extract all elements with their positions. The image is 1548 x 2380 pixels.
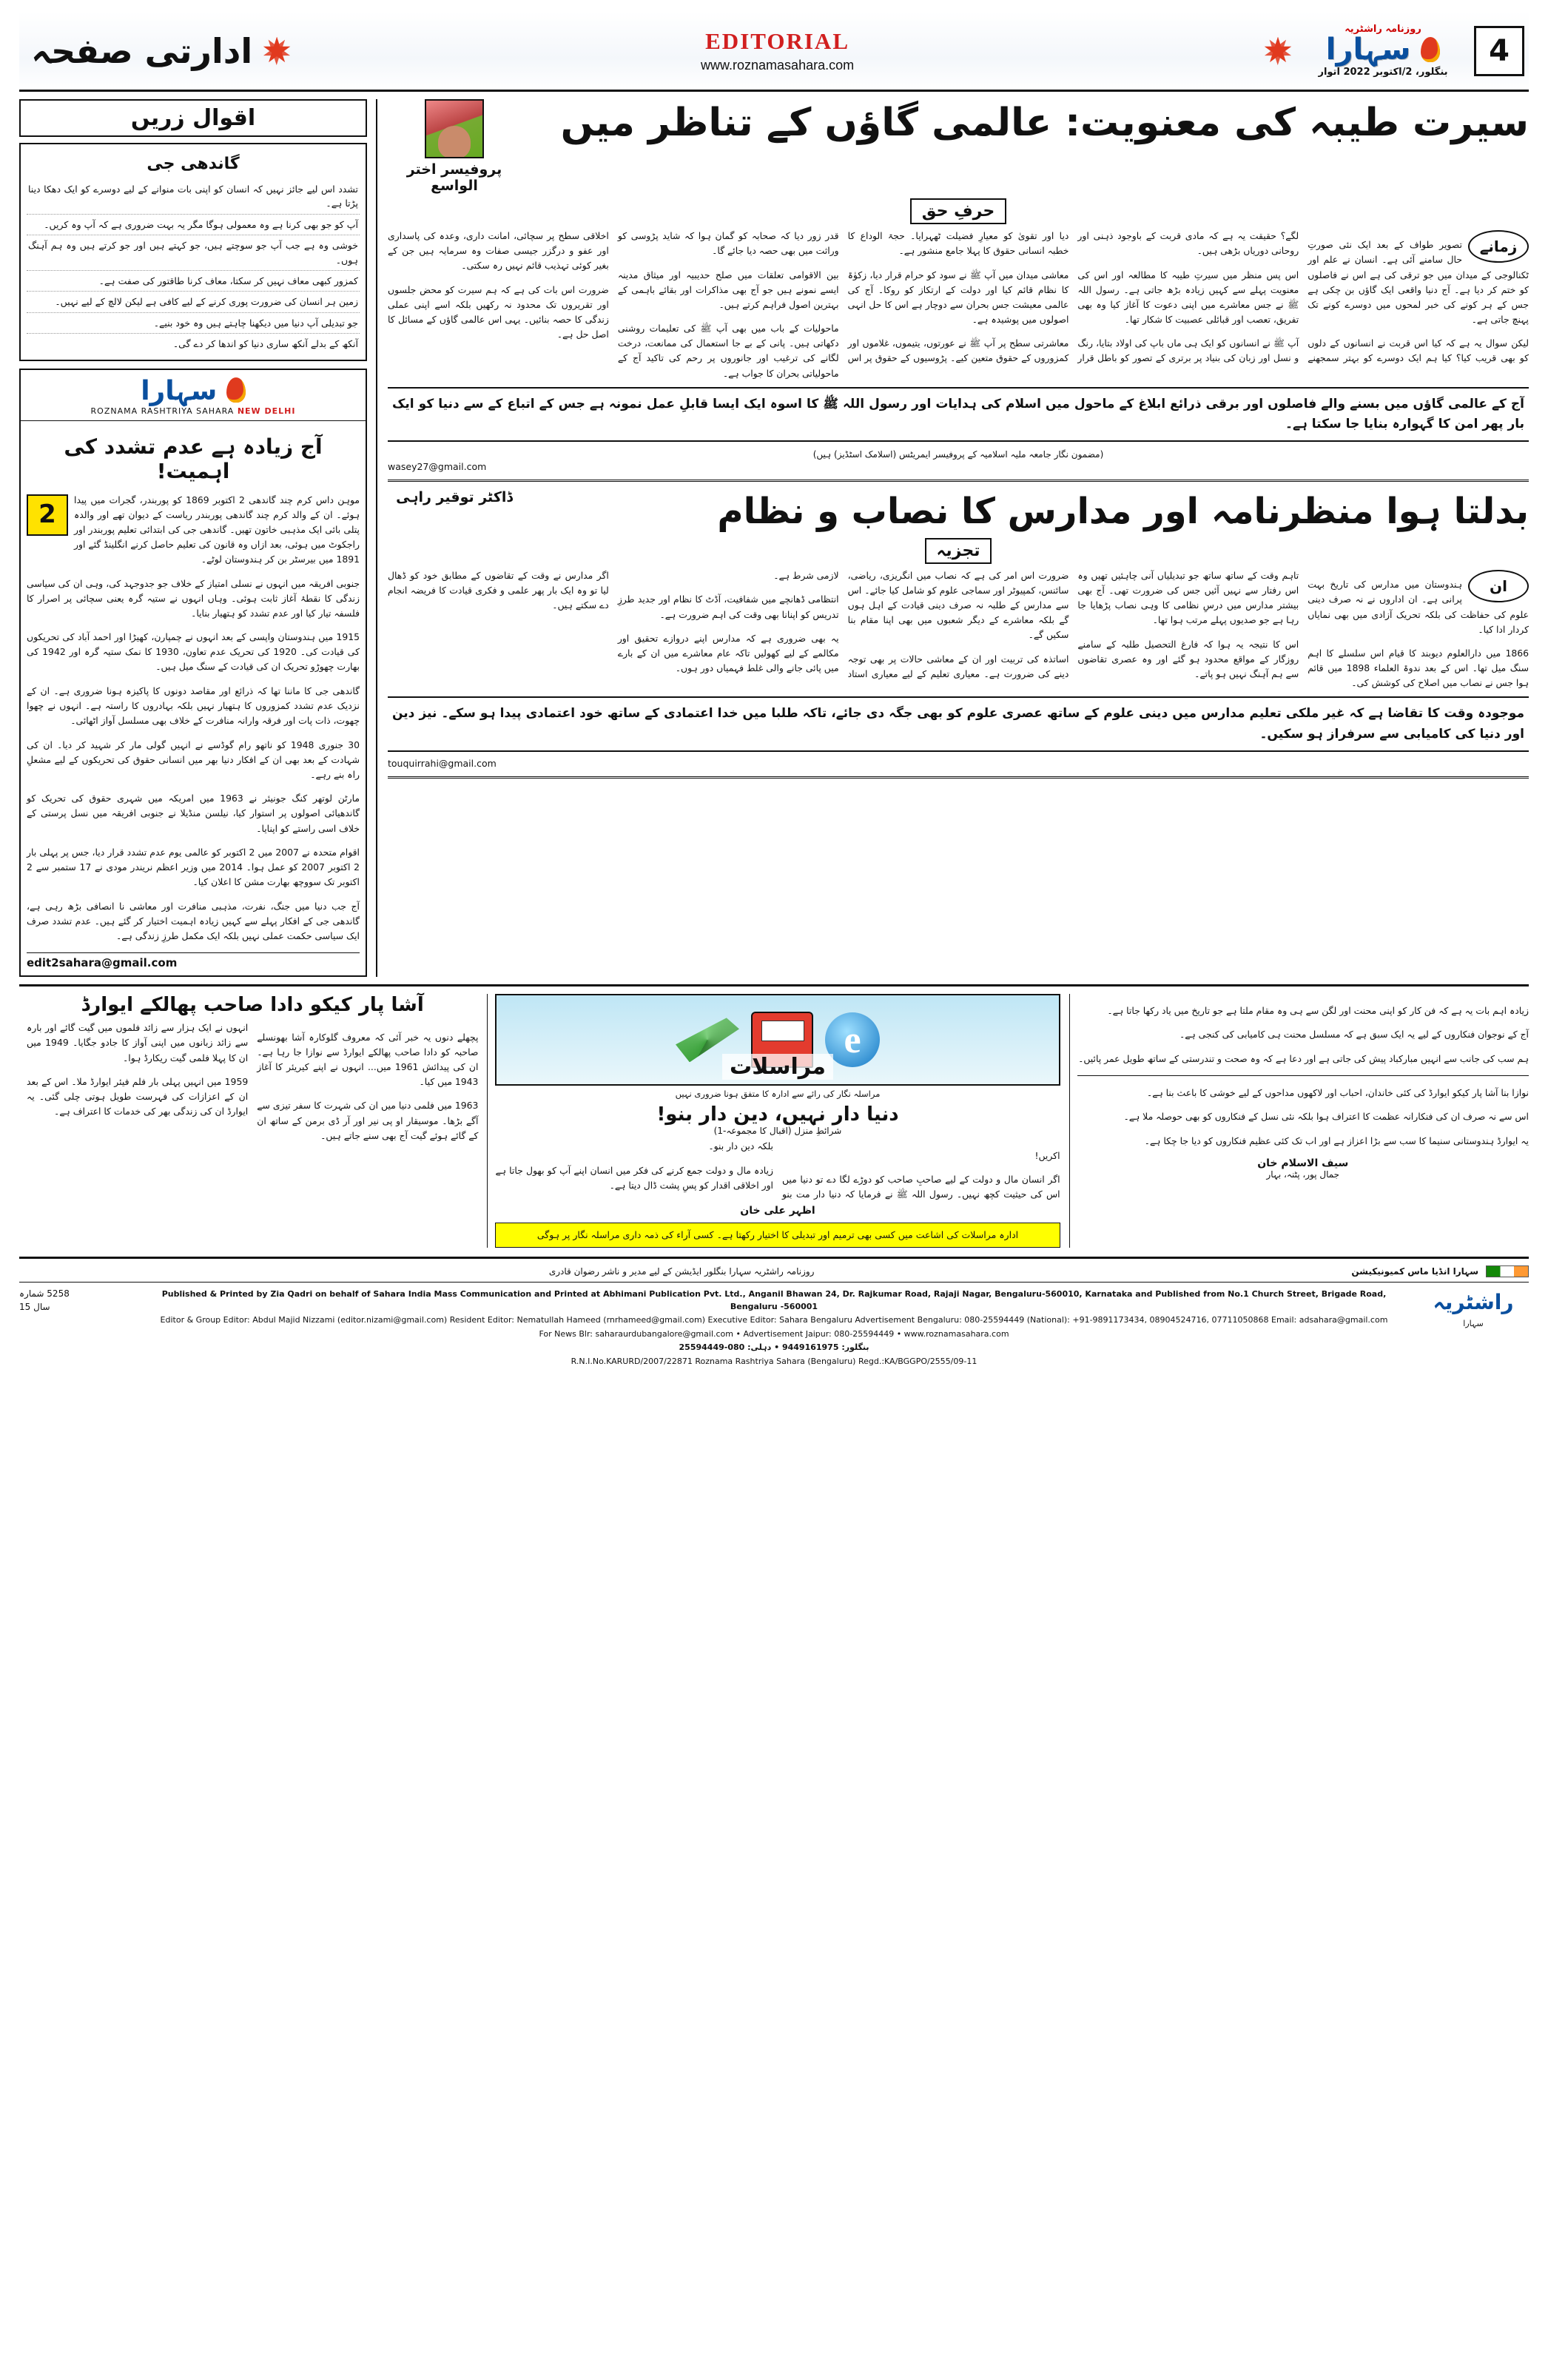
article-2-kicker-wrap: [388, 534, 1529, 568]
bottom-section: [19, 984, 1529, 1248]
brand-logo-sub-2: NEW DELHI: [237, 406, 296, 417]
article-1-para: آپ ﷺ نے انسانوں کو ایک ہی ماں باپ کی اولاد بتایا، رنگ و نسل اور زبان کی بنیاد پر برتری کے تصور کو باطل قرار دیا اور تقویٰ کو معیارِ فضیلت ٹھہرایا۔ حجۃ الوداع کا خطبہ انسانی حقوق کا پہلا جامع منشور ہے۔: [847, 230, 1299, 364]
footer-line: بنگلور: 9449161975 • دہلی: 080-25594449: [679, 1342, 869, 1353]
lead-para: مارٹن لوتھر کنگ جونیئر نے 1963 میں امریکہ میں شہری حقوق کی تحریک کو گاندھیائی اصولوں پر استوار کیا، نیلسن منڈیلا نے جنوبی افریقہ میں نسل پرستی کے خلاف اسی راستے کو اپنایا۔: [27, 793, 360, 834]
quote-item: آنکھ کے بدلے آنکھ ساری دنیا کو اندھا کر دے گی۔: [172, 338, 358, 349]
award-body: [27, 1021, 478, 1143]
quote-item: خوشی وہ ہے جب آپ جو سوچتے ہیں، جو کہتے ہیں اور جو کرتے ہیں وہ ہم آہنگ ہوں۔: [27, 235, 360, 271]
quote-item: جو تبدیلی آپ دنیا میں دیکھنا چاہتے ہیں وہ خود بنیے۔: [27, 313, 360, 334]
footer-volume: سال 15: [19, 1302, 50, 1313]
bottom-para: نوازا بنا آشا پار کیکو ایوارڈ کی کئی خاندان، احباب اور لاکھوں مداحوں کے لیے خوشی کا باعث بنا ہے۔: [1146, 1086, 1529, 1098]
logo-top-line: روزنامہ راشٹریہ: [1345, 24, 1421, 35]
sahara-brand-box: [19, 369, 367, 977]
article-1-para: اخلاقی سطح پر سچائی، امانت داری، وعدہ کی پاسداری اور عفو و درگزر جیسی صفات وہ سرمایہ ہیں جن کے بغیر کوئی تہذیب قائم نہیں رہ سکتی۔: [388, 230, 609, 272]
article-2-drop-word: ان: [1468, 570, 1529, 602]
logo-main: [1325, 33, 1440, 67]
letter-para: اکریں!: [1034, 1149, 1060, 1161]
article-2-para: اگر مدارس نے وقت کے تقاضوں کے مطابق خود کو ڈھال لیا تو وہ ایک بار پھر علمی و فکری قیادت کا فریضہ انجام دے سکتے ہیں۔: [388, 570, 609, 611]
article-1-byline-note: (مضمون نگار جامعہ ملیہ اسلامیہ کے پروفیسر ایمریٹس (اسلامک اسٹڈیز) ہیں): [812, 449, 1104, 460]
page-number: 4: [1474, 26, 1524, 76]
quote-item: تشدد اس لیے جائز نہیں کہ انسان کو اپنی بات منوانے کے لیے دوسرے کو ایک دھکا دینا پڑتا ہے۔: [27, 179, 360, 215]
quote-item: آپ کو جو بھی کرنا ہے وہ معمولی ہوگا مگر یہ بہت ضروری ہے کہ آپ وہ کریں۔: [27, 215, 360, 235]
bottom-col-3-body: [1077, 1086, 1529, 1149]
footer-line: R.N.I.No.KARURD/2007/22871 Roznama Rashtriya Sahara (Bengaluru) Regd.:KA/BGGPO/2555/09-11: [571, 1356, 977, 1366]
footer-strip-center: روزنامہ راشٹریہ سہارا بنگلور ایڈیشن کے لیے مدیر و ناشر رضوان قادری: [548, 1266, 815, 1277]
article-2-email[interactable]: touquirrahi@gmail.com: [388, 757, 497, 769]
footer-line: Editor & Group Editor: Abdul Majid Nizzami (editor.nizami@gmail.com) Resident Editor: Nematullah Hameed (rnrhameed@gmail.com) Executive Editor: Sahara Bengaluru Advertisement Bengaluru: 080-25594449 (National): +91-9891173434, 08904524716, 07711050868 Email: adsahara@gmail.com: [160, 1315, 1388, 1325]
article-1-para: تصویر طواف کے بعد ایک نئی صورتِ حال سامنے آئی ہے۔ انسان نے علم اور ٹکنالوجی کے میدان میں جو ترقی کی ہے اس نے فاصلوں کو ختم کر دیا ہے۔ آج دنیا واقعی ایک گاؤں بن چکی ہے جس کے ہر کونے کی خبر لمحوں میں دوسرے کونے تک پہنچ جاتی ہے۔: [1308, 239, 1529, 325]
footer-logo: [1418, 1287, 1529, 1331]
footer-line: Published & Printed by Zia Qadri on behalf of Sahara India Mass Communication and Printed at Abhimani Publication Pvt. Ltd., Anganil Bhawan 24, Dr. Rajkumar Road, Rajaji Nagar, Bengaluru-560010, Karnataka and Published from No.1 Church Street, Brigade Road, Bengaluru -560001: [161, 1289, 1387, 1311]
brand-logo-sub-1: ROZNAMA RASHTRIYA SAHARA: [90, 406, 235, 417]
article-2-author-block: [388, 489, 521, 505]
quotes-subtitle: گاندھی جی: [147, 155, 240, 173]
footer-logo-sub: سہارا: [1463, 1319, 1484, 1329]
article-1-author-block: [388, 99, 521, 194]
article-1-author: پروفیسر اختر الواسع: [406, 161, 502, 194]
bottom-col-commentary: [1069, 994, 1529, 1248]
lead-para: 1915 میں ہندوستان واپسی کے بعد انہوں نے چمپارن، کھیڑا اور احمد آباد کی تحریکوں کی قیادت کی۔ 1920 کی تحریک عدم تعاون، 1930 کا نمک ستیہ گرہ اور 1942 کی بھارت چھوڑو تحریک ان کی قیادت کے سنگ میل ہیں۔: [27, 631, 360, 673]
internet-explorer-icon: e: [825, 1012, 880, 1067]
star-ornament-icon-2: [263, 37, 291, 65]
editorial-label: EDITORIAL: [705, 28, 849, 54]
bottom-para: آج کے نوجوان فنکاروں کے لیے یہ ایک سبق ہے کہ مسلسل محنت ہی کامیابی کی کنجی ہے۔: [1179, 1029, 1529, 1041]
author-photo: [425, 99, 484, 158]
article-2-para: ہندوستان میں مدارس کی تاریخ بہت پرانی ہے۔ ان اداروں نے نہ صرف دینی علوم کی حفاظت کی بلکہ تحریک آزادی میں بھی نمایاں کردار ادا کیا۔: [1308, 579, 1529, 635]
brand-logo-urdu: سہارا: [141, 376, 218, 407]
lead-email[interactable]: edit2sahara@gmail.com: [27, 952, 360, 969]
article-1-kicker-wrap: [388, 194, 1529, 229]
lead-para: آج جب دنیا میں جنگ، نفرت، مذہبی منافرت اور معاشی نا انصافی بڑھ رہی ہے، گاندھی جی کے افکار پہلے سے کہیں زیادہ اہمیت اختیار کر گئے ہیں۔ عدم تشدد صرف ایک سیاسی حکمت عملی نہیں بلکہ ایک مکمل طرزِ زندگی ہے۔: [27, 900, 360, 941]
article-2-para: ضرورت اس امر کی ہے کہ نصاب میں انگریزی، ریاضی، سائنس، کمپیوٹر اور سماجی علوم کو شامل کیا جائے۔ اس سے مدارس کے طلبہ نہ صرف دینی قیادت کے اہل ہوں گے بلکہ معاشرے کے دیگر شعبوں میں بھی اپنا مقام بنا سکیں گے۔: [847, 570, 1069, 641]
sahara-brand-logo: [21, 370, 366, 421]
article-1-para: بین الاقوامی تعلقات میں صلح حدیبیہ اور میثاق مدینہ ایسے نمونے ہیں جو آج بھی مذاکرات اور بقائے باہمی کے بہترین اصول فراہم کرتے ہیں۔: [617, 269, 839, 310]
article-1-kicker: حرفِ حق: [910, 198, 1006, 224]
letter-body: [495, 1139, 1060, 1202]
article-2-para: اس کا نتیجہ یہ ہوا کہ فارغ التحصیل طلبہ کے سامنے روزگار کے مواقع محدود ہو گئے اور وہ عصری تقاضوں سے ہم آہنگ نہیں ہو پاتے۔: [1077, 638, 1299, 679]
lead-editorial: [21, 421, 366, 975]
bottom-para: زیادہ اہم بات یہ ہے کہ فن کار کو اپنی محنت اور لگن سے ہی وہ مقام ملتا ہے جو تاریخ میں یاد رکھا جاتا ہے۔: [1107, 1004, 1529, 1016]
article-2-pullquote: موجودہ وقت کا تقاضا ہے کہ غیر ملکی تعلیم مدارس میں دینی علوم کے ساتھ عصری علوم کو بھی جگہ دی جائے، تاکہ طلبا میں خدا اعتمادی کے ساتھ خود اعتمادی پیدا ہو سکے۔ نیز دین اور دنیا کی کامیابی سے سرفراز ہو سکیں۔: [388, 696, 1529, 751]
issue-date: بنگلور، 2/اکتوبر 2022 اتوار: [1318, 67, 1448, 78]
article-1-pullquote: آج کے عالمی گاؤں میں بسنے والے فاصلوں اور برقی ذرائع ابلاغ کے ماحول میں اسلام کی ہدایات اور رسول اللہ ﷺ کا اسوہ ایک ایسا قابلِ عمل نمونہ ہے جس کے اتباع کے سے دنیا کو ایک بار پھر امن کا گہوارہ بنایا جا سکتا ہے۔: [388, 387, 1529, 442]
award-para: پچھلے دنوں یہ خبر آئی کہ معروف گلوکارہ آشا بھونسلے صاحبہ کو دادا صاحب پھالکے ایوارڈ سے نوازا جا رہا ہے۔ ان کی پیدائش 1961 میں... انہوں نے اپنے کیریئر کا آغاز 1943 میں کیا۔: [257, 1031, 479, 1087]
award-title: آشا پار کیکو دادا صاحب پھالکے ایوارڈ: [81, 994, 424, 1017]
flame-icon-2: [226, 377, 246, 403]
india-flag-icon: [1486, 1265, 1529, 1277]
article-madaris: [388, 489, 1529, 779]
brand-logo-sub: [24, 406, 363, 416]
flame-icon: [1421, 37, 1440, 62]
bottom-para: یہ ایوارڈ ہندوستانی سنیما کا سب سے بڑا اعزاز ہے اور اب تک کئی عظیم فنکاروں کو دیا جا چکا ہے۔: [1144, 1134, 1529, 1146]
footer-line: For News Blr: saharaurdubangalore@gmail.com • Advertisement Jaipur: 080-25594449 • www.roznamasahara.com: [539, 1328, 1009, 1339]
article-1-body: [388, 229, 1529, 381]
quotes-title: اقوال زریں: [130, 105, 256, 131]
bottom-col-4-body: [1077, 1004, 1529, 1066]
footer-strip: [19, 1265, 1529, 1283]
masthead-left: [24, 31, 291, 71]
footer-logo-main: راشٹریہ: [1433, 1290, 1514, 1315]
bottom-para: ہم سب کی جانب سے انہیں مبارکباد پیش کی جاتی ہے اور دعا ہے کہ وہ صحت و تندرستی کے ساتھ طویل عمر پائیں۔: [1078, 1052, 1529, 1064]
article-1-para: لیکن سوال یہ ہے کہ کیا اس قربت نے انسانوں کے دلوں کو بھی قریب کیا؟ کیا ہم ایک دوسرے کو بہتر سمجھنے لگے؟ حقیقت یہ ہے کہ مادی قربت کے باوجود ذہنی اور روحانی دوریاں بڑھی ہیں۔: [1077, 230, 1529, 364]
footer-body: [19, 1283, 1529, 1369]
bottom-para: اس سے نہ صرف ان کی فنکارانہ عظمت کا اعتراف ہوا بلکہ نئی نسل کے فنکاروں کو بھی حوصلہ ملا ہے۔: [1123, 1111, 1529, 1123]
letters-banner-title: مراسلات: [722, 1054, 833, 1080]
masthead: [19, 12, 1529, 92]
bottom-col-3-author-place: جمال پور، پٹنہ، بہار: [1266, 1169, 1340, 1180]
award-para: انہوں نے ایک ہزار سے زائد فلموں میں گیت گائے اور بارہ سے زائد زبانوں میں اپنی آواز کا جادو جگایا۔ 1949 میں ان کا پہلا فلمی گیت ریکارڈ ہوا۔: [26, 1022, 249, 1063]
letters-banner: [495, 994, 1060, 1086]
quote-item: زمین ہر انسان کی ضرورت پوری کرنے کے لیے کافی ہے لیکن لالچ کے لیے نہیں۔: [27, 292, 360, 312]
bottom-col-letters: [487, 994, 1060, 1248]
article-2-title: بدلتا ہوا منظرنامہ اور مدارس کا نصاب و نظام: [717, 491, 1529, 532]
article-1-para: معاشی میدان میں آپ ﷺ نے سود کو حرام قرار دیا، زکوٰۃ کا نظام قائم کیا اور دولت کے ارتکاز کو روکا۔ آج کی عالمی معیشت جس بحران سے دوچار ہے اس کا حل انہی اصولوں میں پوشیدہ ہے۔: [847, 269, 1069, 325]
letter-subtitle: شرائطِ منزل (اقبال کا مجموعہ-1): [713, 1126, 842, 1137]
right-sidebar: [19, 99, 377, 977]
article-1-para: ماحولیات کے باب میں بھی آپ ﷺ کی تعلیمات روشنی دکھاتی ہیں۔ پانی کے بے جا استعمال کی ممانعت، درخت لگانے کی ترغیب اور جانوروں پر رحم کی تاکید آج کے ماحولیاتی بحران کا جواب ہے۔: [617, 323, 839, 379]
award-para: 1963 میں فلمی دنیا میں ان کی شہرت کا سفر تیزی سے آگے بڑھا۔ موسیقار او پی نیر اور آر ڈی برمن کے ساتھ ان کے گائے ہوئے گیت آج بھی سنے جاتے ہیں۔: [257, 1100, 479, 1141]
letter-para: اگر انسان مال و دولت کے لیے صاحبِ صاحب کو دوڑے لگا دے تو دنیا میں اس کی حیثیت کچھ نہیں۔ رسول اللہ ﷺ نے فرمایا کہ دنیا دار مت بنو بلکہ دین دار بنو۔: [708, 1140, 1060, 1200]
article-2-header: [388, 489, 1529, 534]
lead-para: اقوام متحدہ نے 2007 میں 2 اکتوبر کو عالمی یوم عدم تشدد قرار دیا، جس پر پہلی بار 2 اکتوبر 2007 کو عمل ہوا۔ 2014 میں وزیر اعظم نریندر مودی نے 17 ستمبر سے 2 اکتوبر تک سووچھ بھارت مشن کا اعلان کیا۔: [27, 846, 360, 888]
brand-logo-text: [24, 377, 363, 405]
lead-para: گاندھی جی کا ماننا تھا کہ ذرائع اور مقاصد دونوں کا پاکیزہ ہونا ضروری ہے۔ ان کے نزدیک عدم تشدد کمزوروں کا ہتھیار نہیں بلکہ بہادروں کا راستہ ہے۔ انہوں نے چھوا چھوت، ذات پات اور فرقہ وارانہ منافرت کے خلاف بھی مسلسل آواز اٹھائی۔: [27, 685, 360, 727]
letter-para: زیادہ مال و دولت جمع کرنے کی فکر میں انسان اپنے آپ کو بھول جاتا ہے اور اخلاقی اقدار کو پسِ پشت ڈال دیتا ہے۔: [495, 1164, 773, 1191]
footer-issue-info: [19, 1287, 130, 1314]
logo-main-text: سہارا: [1325, 33, 1411, 67]
article-1-para: ضرورت اس بات کی ہے کہ ہم سیرت کو محض جلسوں اور تقریروں تک محدود نہ رکھیں بلکہ اسے اپنی عملی زندگی کا حصہ بنائیں۔ یہی اس عالمی گاؤں کے مسائل کا اصل حل ہے۔: [388, 283, 609, 340]
lead-badge: 2: [27, 494, 68, 536]
main-column: [388, 99, 1529, 977]
article-2-author: ڈاکٹر توقیر راہی: [396, 489, 513, 505]
star-ornament-icon: [1264, 37, 1292, 65]
quotes-title-bar: [19, 99, 367, 137]
lead-para: 30 جنوری 1948 کو ناتھو رام گوڈسے نے انہیں گولی مار کر شہید کر دیا۔ ان کی شہادت کے بعد بھی ان کے افکار دنیا بھر میں انسانی حقوق کی تحریکوں کے لیے مشعلِ راہ بنے رہے۔: [27, 739, 360, 780]
article-1-title: سیرت طیبہ کی معنویت: عالمی گاؤں کے تناظر میں: [560, 101, 1529, 145]
footer-imprint: [141, 1287, 1407, 1369]
footer-page-code: 5258 شمارہ: [19, 1288, 70, 1300]
letter-title: دنیا دار نہیں، دین دار بنو!: [656, 1103, 899, 1126]
article-1-para: معاشرتی سطح پر آپ ﷺ نے عورتوں، یتیموں، غلاموں اور کمزوروں کے حقوق متعین کیے۔ پڑوسیوں کے حقوق پر اس قدر زور دیا کہ صحابہ کو گمان ہوا کہ شاید پڑوسی کو وراثت میں بھی حصہ دیا جائے گا۔: [617, 230, 1069, 364]
article-2-para: اساتذہ کی تربیت اور ان کے معاشی حالات پر بھی توجہ دینے کی ضرورت ہے۔ معیاری تعلیم کے لیے معیاری استاد لازمی شرط ہے۔: [773, 570, 1069, 679]
article-2-para: 1866 میں دارالعلوم دیوبند کا قیام اس سلسلے کا اہم سنگ میل تھا۔ اس کے بعد ندوۃ العلماء 1898 میں قائم ہوا جس نے نصاب میں اصلاح کی کوشش کی۔: [1308, 648, 1529, 689]
article-2-body: [388, 568, 1529, 690]
article-2-para: تاہم وقت کے ساتھ ساتھ جو تبدیلیاں آنی چاہئیں تھیں وہ اس رفتار سے نہیں آئیں جس کی ضرورت تھی۔ آج بھی بیشتر مدارس میں درسِ نظامی کا وہی نصاب پڑھایا جا رہا ہے جو صدیوں پہلے مرتب ہوا تھا۔: [1077, 570, 1299, 626]
website-url[interactable]: www.roznamasahara.com: [701, 58, 855, 73]
lead-para: جنوبی افریقہ میں انہوں نے نسلی امتیاز کے خلاف جو جدوجہد کی، وہی ان کی سیاسی زندگی کا نقطۂ آغاز ثابت ہوئی۔ وہاں انہوں نے ستیہ گرہ یعنی سچائی پر اصرار کا فلسفہ تیار کیا اور عدم تشدد کو ہتھیار بنایا۔: [27, 577, 360, 619]
letters-disclaimer: مراسلہ نگار کی رائے سے ادارہ کا متفق ہونا ضروری نہیں: [675, 1089, 881, 1100]
footer-strip-right: سہارا انڈیا ماس کمیونیکیشن: [1351, 1266, 1478, 1277]
page-body: [19, 99, 1529, 977]
letters-note: ادارہ مراسلات کی اشاعت میں کسی بھی ترمیم اور تبدیلی کا اختیار رکھتا ہے۔ کسی آراء کی ذمہ داری مراسلہ نگار پر ہوگی: [495, 1223, 1060, 1248]
article-seerat: [388, 99, 1529, 482]
lead-para: موہن داس کرم چند گاندھی 2 اکتوبر 1869 کو پوربندر، گجرات میں پیدا ہوئے۔ ان کے والد کرم چند گاندھی پوربندر ریاست کے دیوان تھے اور والدہ پتلی بائی ایک مذہبی خاتون تھیں۔ گاندھی جی کی ابتدائی تعلیم پوربندر اور راجکوٹ میں ہوئی، بعد ازاں وہ قانون کی تعلیم حاصل کرنے انگلینڈ گئے اور 1891 میں بیرسٹر بن کر ہندوستان لوٹے۔: [74, 494, 360, 565]
article-2-para: یہ بھی ضروری ہے کہ مدارس اپنے دروازے تحقیق اور مکالمے کے لیے کھولیں تاکہ عام معاشرے میں ان کے بارے میں پائی جانے والی غلط فہمیاں دور ہوں۔: [617, 633, 839, 674]
lead-body: [27, 493, 360, 944]
divider: [1077, 1075, 1529, 1076]
bottom-col-award: [19, 994, 478, 1248]
article-2-kicker: تجزیہ: [925, 538, 992, 564]
article-1-header: [388, 99, 1529, 194]
letter-author: اظہر علی خان: [740, 1205, 815, 1217]
article-1-para: اس پس منظر میں سیرتِ طیبہ کا مطالعہ اور اس کی معنویت پہلے سے کہیں زیادہ بڑھ جاتی ہے۔ رسول اللہ ﷺ نے جس معاشرے میں اپنی دعوت کا آغاز کیا وہ بھی تفریق، تعصب اور قبائلی عصبیت کا شکار تھا۔: [1077, 269, 1299, 325]
article-1-drop-word: زمانے: [1468, 230, 1529, 263]
bottom-col-3-author: سیف الاسلام خان: [1257, 1157, 1349, 1170]
award-para: 1959 میں انہیں پہلی بار فلم فیئر ایوارڈ ملا۔ اس کے بعد ان کے اعزازات کی فہرست طویل ہوتی چلی گئی۔ یہ ایوارڈ ان کی زندگی بھر کی خدمات کا اعتراف ہے۔: [26, 1076, 249, 1117]
article-2-para: انتظامی ڈھانچے میں شفافیت، آڈٹ کا نظام اور جدید طرزِ تدریس کو اپنانا بھی وقت کی اہم ضرورت ہے۔: [617, 594, 839, 620]
article-1-email[interactable]: wasey27@gmail.com: [388, 461, 487, 472]
urdu-page-title: ادارتی صفحہ: [31, 30, 253, 71]
quotes-box: [19, 143, 367, 361]
newspaper-logo: [1305, 24, 1461, 78]
quote-item: کمزور کبھی معاف نہیں کر سکتا، معاف کرنا طاقتور کی صفت ہے۔: [27, 271, 360, 292]
masthead-right: [1264, 24, 1524, 78]
page-footer: [19, 1257, 1529, 1369]
editorial-banner: [291, 28, 1264, 73]
lead-headline: آج زیادہ ہے عدم تشدد کی اہمیت!: [64, 434, 323, 484]
